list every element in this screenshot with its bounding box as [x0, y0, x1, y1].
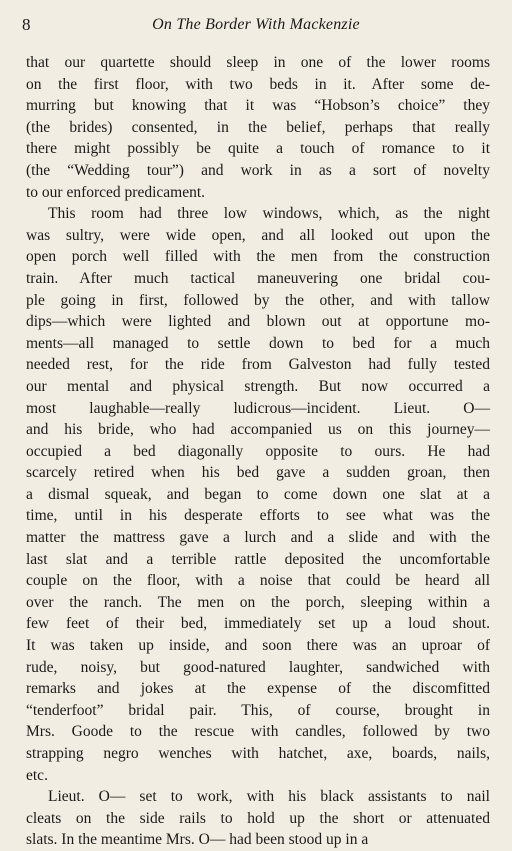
text-line: slats. In the meantime Mrs. O— had been stood up in a [26, 831, 369, 849]
text-line: our mental and physical strength. But now occurred a [26, 377, 490, 395]
text-line: (the “Wedding tour”) and work in as a sort of novelty [26, 161, 490, 179]
text-line: time, until in his desperate efforts to see what was the [26, 507, 490, 525]
text-line: a dismal squeak, and began to come down one slat at a [26, 485, 490, 503]
text-line: that our quartette should sleep in one of the lower rooms [26, 54, 490, 71]
text-line: ments—all managed to settle down to bed for a much [26, 334, 490, 352]
running-title: On The Border With Mackenzie [152, 16, 360, 33]
text-line: matter the mattress gave a lurch and a slide and with the [26, 529, 490, 547]
text-line: was sultry, were wide open, and all looked out upon the [26, 226, 490, 244]
text-line: remarks and jokes at the expense of the discomfitted [26, 680, 490, 698]
paragraph [26, 52, 490, 203]
text-line: most laughable—really ludicrous—incident. Lieut. O— [26, 399, 490, 417]
text-line: train. After much tactical maneuvering one bridal cou- [26, 269, 490, 287]
text-line: It was taken up inside, and soon there was an uproar of [26, 637, 490, 655]
text-line: few feet of their bed, immediately set up a loud shout. [26, 615, 490, 633]
text-line: couple on the floor, with a noise that could be heard all [26, 572, 490, 590]
text-line: on the first floor, with two beds in it. After some de- [26, 75, 490, 93]
text-line: to our enforced predicament. [26, 183, 206, 201]
text-line: “tenderfoot” bridal pair. This, of course, brought in [26, 701, 490, 719]
body-text [26, 52, 490, 851]
text-line: cleats on the side rails to hold up the short or attenuated [26, 809, 490, 827]
text-line: ple going in first, followed by the other, and with tallow [26, 291, 490, 309]
text-line: and his bride, who had accompanied us on this journey— [26, 421, 490, 439]
text-line: dips—which were lighted and blown out at opportune mo- [26, 313, 490, 331]
paragraph [26, 786, 490, 851]
text-line: Mrs. Goode to the rescue with candles, followed by two [26, 723, 490, 741]
text-line: strapping negro wenches with hatchet, axe, boards, nails, [26, 745, 490, 762]
text-line: (the brides) consented, in the belief, perhaps that really [26, 118, 490, 136]
paragraph [26, 203, 490, 786]
text-line: needed rest, for the ride from Galveston had fully tested [26, 356, 490, 374]
text-line: This room had three low windows, which, as the night [48, 205, 490, 223]
text-line: occupied a bed diagonally opposite to ours. He had [26, 442, 490, 460]
text-line: etc. [26, 766, 48, 784]
page-number: 8 [22, 15, 31, 34]
text-line: open porch well filled with the men from the construction [26, 248, 490, 266]
text-line: last slat and a terrible rattle deposited the uncomfortable [26, 550, 490, 568]
text-line: Lieut. O— set to work, with his black assistants to nail [48, 788, 490, 806]
text-line: scarcely retired when his bed gave a sudden groan, then [26, 464, 490, 482]
text-line: rude, noisy, but good-natured laughter, sandwiched with [26, 658, 490, 676]
text-line: murring but knowing that it was “Hobson’s choice” they [26, 97, 490, 115]
text-line: there might possibly be quite a touch of romance to it [26, 140, 490, 158]
text-line: over the ranch. The men on the porch, sleeping within a [26, 593, 490, 611]
page-header [22, 14, 490, 36]
